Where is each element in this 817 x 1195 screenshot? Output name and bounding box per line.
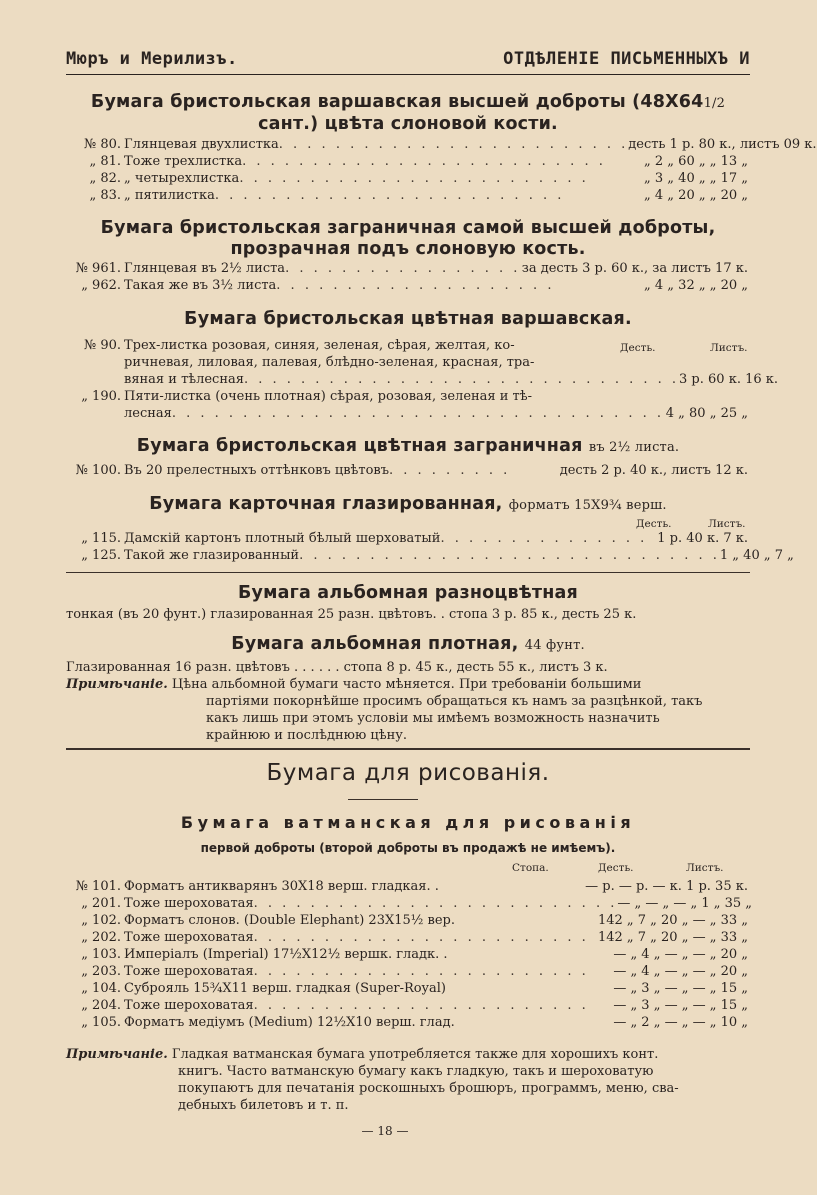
note-line: Примѣчаніе. Гладкая ватманская бумага употребляется также для хорошихъ конт. [66,1047,659,1062]
price-line: Глазированная 16 разн. цвѣтовъ . . . . . . стопа 8 р. 45 к., десть 55 к., листъ 3 к. [66,660,608,675]
price-row: № 961. Глянцевая въ 2½ листа . . . . . . . . . . . . . . . . . за десть 3 р. 60 к., за листъ 17 к. [75,261,748,276]
price-row: „ 103. Имперіалъ (Imperial) 17½X12½ вершк. гладк. . — „ 4 „ — „ — „ 20 „ [81,947,748,962]
price-row: „ 115. Дамскій картонъ плотный бѣлый шерховатый . . . . . . . . . . . . . . . 1 р. 40 к. 7 к. [81,531,748,546]
short-divider [348,799,418,800]
col-header-dest: Десть. [598,862,634,874]
col-header-stopa: Стопа. [512,862,549,874]
section-title-card-glazed: Бумага карточная глазированная, форматъ 15X9¾ верш. [149,494,667,514]
description-line: ричневая, лиловая, палевая, блѣдно-зеленая, красная, тра- [124,355,535,370]
header-right: ОТДѢЛЕНІЕ ПИСЬМЕННЫХЪ И [503,49,750,69]
price-row: „ 83. „ пятилистка . . . . . . . . . . . . . . . . . . . . . . . . . „ 4 „ 20 „ „ 20 „ [89,188,748,203]
price-row: „ 201. Тоже шероховатая . . . . . . . . . . . . . . . . . . . . . . . . . . — „ — „ — „ 1 „ 35 „ [81,896,753,911]
price-row: „ 105. Форматъ медіумъ (Medium) 12½X10 верш. глад. — „ 2 „ — „ — „ 10 „ [81,1015,748,1030]
price-row: „ 104. Суброяль 15¾X11 верш. гладкая (Super-Royal) — „ 3 „ — „ — „ 15 „ [81,981,748,996]
description-line: вяная и тѣлесная . . . . . . . . . . . . . . . . . . . . . . . . . . . . . . . 3 р. 60 к. 16 к. [124,372,779,387]
section-title-album-dense: Бумага альбомная плотная, 44 фунт. [231,634,585,654]
note-line: Примѣчаніе. Цѣна альбомной бумаги часто мѣняется. При требованіи большими [66,677,642,692]
section-title-whatman: Бумага ватманская для рисованія [180,813,636,832]
col-header-list: Листъ. [708,518,746,530]
page-number: — 18 — [361,1124,409,1138]
section-title-bristol-color-foreign: Бумага бристольская цвѣтная заграничная въ 2½ листа. [136,436,680,456]
price-row: № 80. Глянцевая двухлистка . . . . . . . . . . . . . . . . . . . . . . . . . десть 1 р. 80 к., листъ 09 к. [83,137,817,152]
price-row: № 90. Трех-листка розовая, синяя, зеленая, сѣрая, желтая, ко- [83,338,515,353]
section-divider [66,748,750,750]
price-row: „ 202. Тоже шероховатая . . . . . . . . . . . . . . . . . . . . . . . . 142 „ 7 „ 20 „ — „ 33 „ [81,930,748,945]
col-header-list: Листъ. [686,862,724,874]
col-header-dest: Десть. [636,518,672,530]
note-line: какъ лишь при этомъ условіи мы имѣемъ возможность назначить [206,711,660,726]
section-title-album-multicolor: Бумага альбомная разноцвѣтная [238,583,578,603]
price-row: № 100. Въ 20 прелестныхъ оттѣнковъ цвѣтовъ . . . . . . . . . десть 2 р. 40 к., листъ 12 к. [75,463,748,478]
col-header-list: Листъ. [710,342,748,354]
price-row: „ 190. Пяти-листка (очень плотная) сѣрая, розовая, зеленая и тѣ- [81,389,532,404]
note-line: партіями покорнѣйше просимъ обращаться къ намъ за разцѣнкой, такъ [206,694,703,709]
section-subtitle-whatman: первой доброты (второй доброты въ продажѣ не имѣемъ). [200,841,616,855]
page-header [66,44,750,74]
price-row: „ 962. Такая же въ 3½ листа . . . . . . . . . . . . . . . . . . . . „ 4 „ 32 „ „ 20 „ [81,278,748,293]
section-divider [66,572,750,573]
price-row: „ 203. Тоже шероховатая . . . . . . . . . . . . . . . . . . . . . . . . — „ 4 „ — „ — „ 20 „ [81,964,748,979]
price-row: „ 125. Такой же глазированный . . . . . . . . . . . . . . . . . . . . . . . . . . . . . . 1 „ 40 „ 7 „ [81,548,794,563]
header-rule [66,74,750,75]
price-row: „ 81. Тоже трехлистка . . . . . . . . . . . . . . . . . . . . . . . . . . „ 2 „ 60 „ „ 13 „ [89,154,748,169]
section-title-bristol-color-warsaw: Бумага бристольская цвѣтная варшавская. [184,309,632,329]
note-line: книгъ. Часто ватманскую бумагу какъ гладкую, такъ и шероховатую [178,1064,654,1079]
header-left: Мюръ и Мерилизъ. [66,49,238,69]
price-row: № 101. Форматъ антикварянъ 30X18 верш. гладкая. . — р. — р. — к. 1 р. 35 к. [75,879,748,894]
description-line: лесная . . . . . . . . . . . . . . . . . . . . . . . . . . . . . . . . . . . 4 „ 80 „ 25 „ [124,406,748,421]
note-line: крайнюю и послѣднюю цѣну. [206,728,408,743]
section-title-bristol-foreign: Бумага бристольская заграничная самой высшей доброты, прозрачная подъ слоновую кость. [100,218,716,259]
col-header-dest: Десть. [620,342,656,354]
price-row: „ 102. Форматъ слонов. (Double Elephant) 23X15½ вер. 142 „ 7 „ 20 „ — „ 33 „ [81,913,748,928]
note-line: покупаютъ для печатанія роскошныхъ брошюръ, программъ, меню, сва- [178,1081,679,1096]
price-line: тонкая (въ 20 фунт.) глазированная 25 разн. цвѣтовъ. . стопа 3 р. 85 к., десть 25 к. [66,607,637,622]
note-line: дебныхъ билетовъ и т. п. [178,1098,349,1113]
price-row: „ 204. Тоже шероховатая . . . . . . . . . . . . . . . . . . . . . . . . — „ 3 „ — „ — „ 15 „ [81,998,748,1013]
price-row: „ 82. „ четырехлистка . . . . . . . . . . . . . . . . . . . . . . . . . „ 3 „ 40 „ „ 17 „ [89,171,748,186]
big-title-drawing-paper: Бумага для рисованія. [266,760,550,786]
section-title-bristol-warsaw: Бумага бристольская варшавская высшей доброты (48X641/2 сант.) цвѣта слоновой кости. [90,92,726,134]
